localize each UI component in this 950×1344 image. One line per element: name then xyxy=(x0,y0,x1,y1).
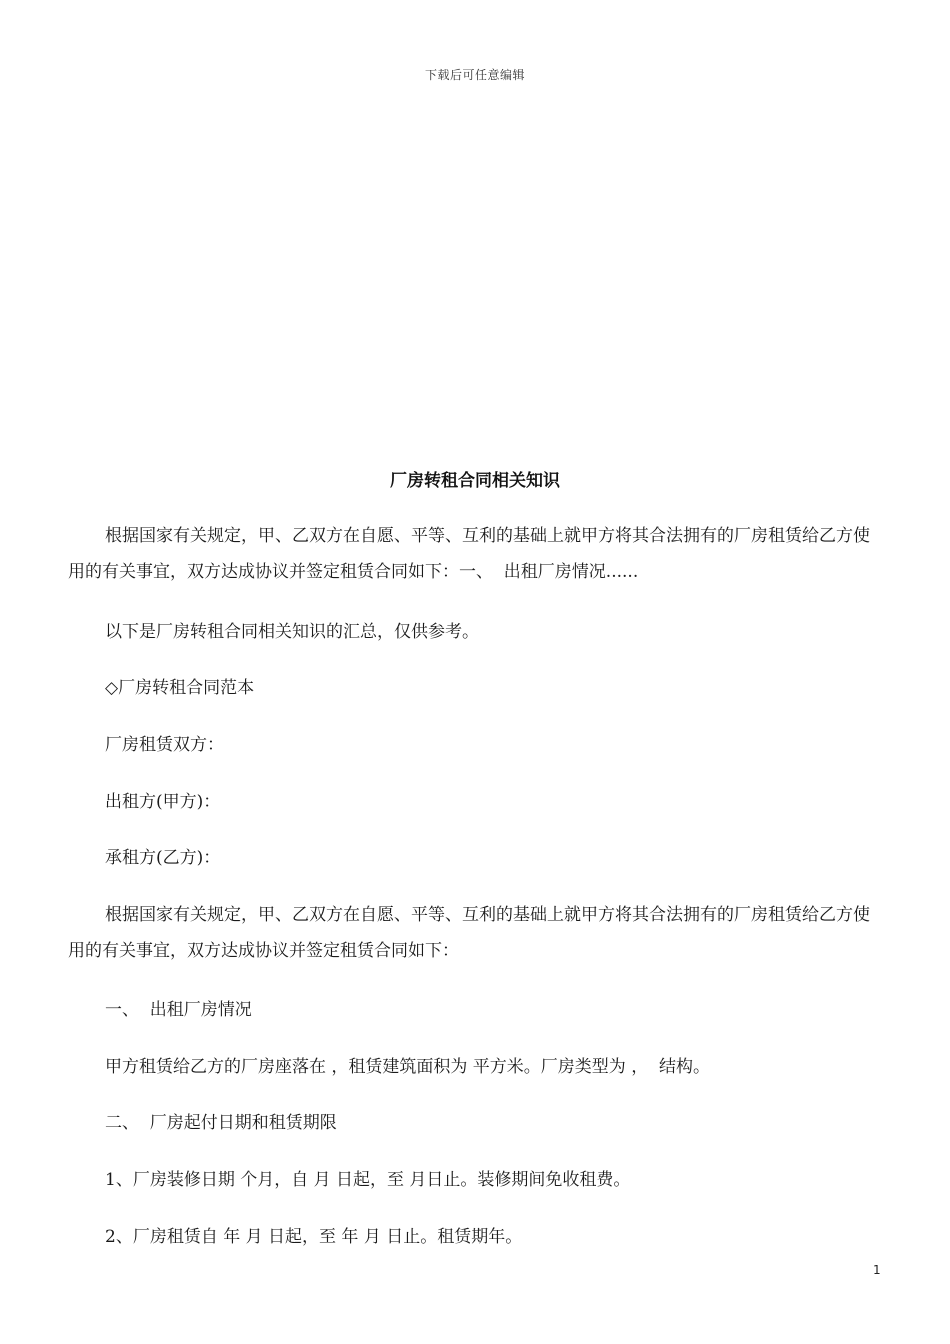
paragraph-text: ◇厂房转租合同范本 xyxy=(105,678,255,698)
paragraph-text: 以下是厂房转租合同相关知识的汇总，仅供参考。 xyxy=(105,622,479,642)
paragraph-reference-note xyxy=(68,614,880,650)
section-heading-rental-situation xyxy=(68,992,880,1028)
paragraph-text: 1、厂房装修日期 个月，自 月 日起，至 月日止。装修期间免收租费。 xyxy=(105,1170,631,1190)
paragraph-text: 二、 厂房起付日期和租赁期限 xyxy=(105,1113,337,1133)
paragraph-renovation-period xyxy=(68,1162,880,1198)
paragraph-lease-parties xyxy=(68,727,880,763)
paragraph-text: 出租方(甲方)： xyxy=(105,792,221,812)
paragraph-agreement-preamble xyxy=(68,897,880,969)
header-note: 下载后可任意编辑 xyxy=(424,68,525,82)
paragraph-template-heading xyxy=(68,670,880,706)
paragraph-text: 承租方(乙方)： xyxy=(105,848,221,868)
paragraph-text: 根据国家有关规定，甲、乙双方在自愿、平等、互利的基础上就甲方将其合法拥有的厂房租赁给乙方使用的有关事宜，双方达成协议并签定租赁合同如下：一、 出租厂房情况...... xyxy=(68,526,870,582)
paragraph-intro-summary xyxy=(68,518,880,590)
paragraph-lessor xyxy=(68,784,880,820)
section-heading-lease-term xyxy=(68,1105,880,1141)
paragraph-text: 根据国家有关规定，甲、乙双方在自愿、平等、互利的基础上就甲方将其合法拥有的厂房租赁给乙方使用的有关事宜，双方达成协议并签定租赁合同如下： xyxy=(68,905,870,961)
paragraph-factory-location xyxy=(68,1049,880,1085)
paragraph-text: 甲方租赁给乙方的厂房座落在 ，租赁建筑面积为 平方米。厂房类型为 ， 结构。 xyxy=(105,1057,711,1077)
paragraph-lessee xyxy=(68,840,880,876)
document-title: 厂房转租合同相关知识 xyxy=(390,471,560,491)
paragraph-text: 一、 出租厂房情况 xyxy=(105,1000,252,1020)
paragraph-lease-period xyxy=(68,1219,880,1255)
paragraph-text: 2、厂房租赁自 年 月 日起，至 年 月 日止。租赁期年。 xyxy=(105,1227,523,1247)
page-number: 1 xyxy=(873,1263,881,1277)
paragraph-text: 厂房租赁双方： xyxy=(105,735,224,755)
